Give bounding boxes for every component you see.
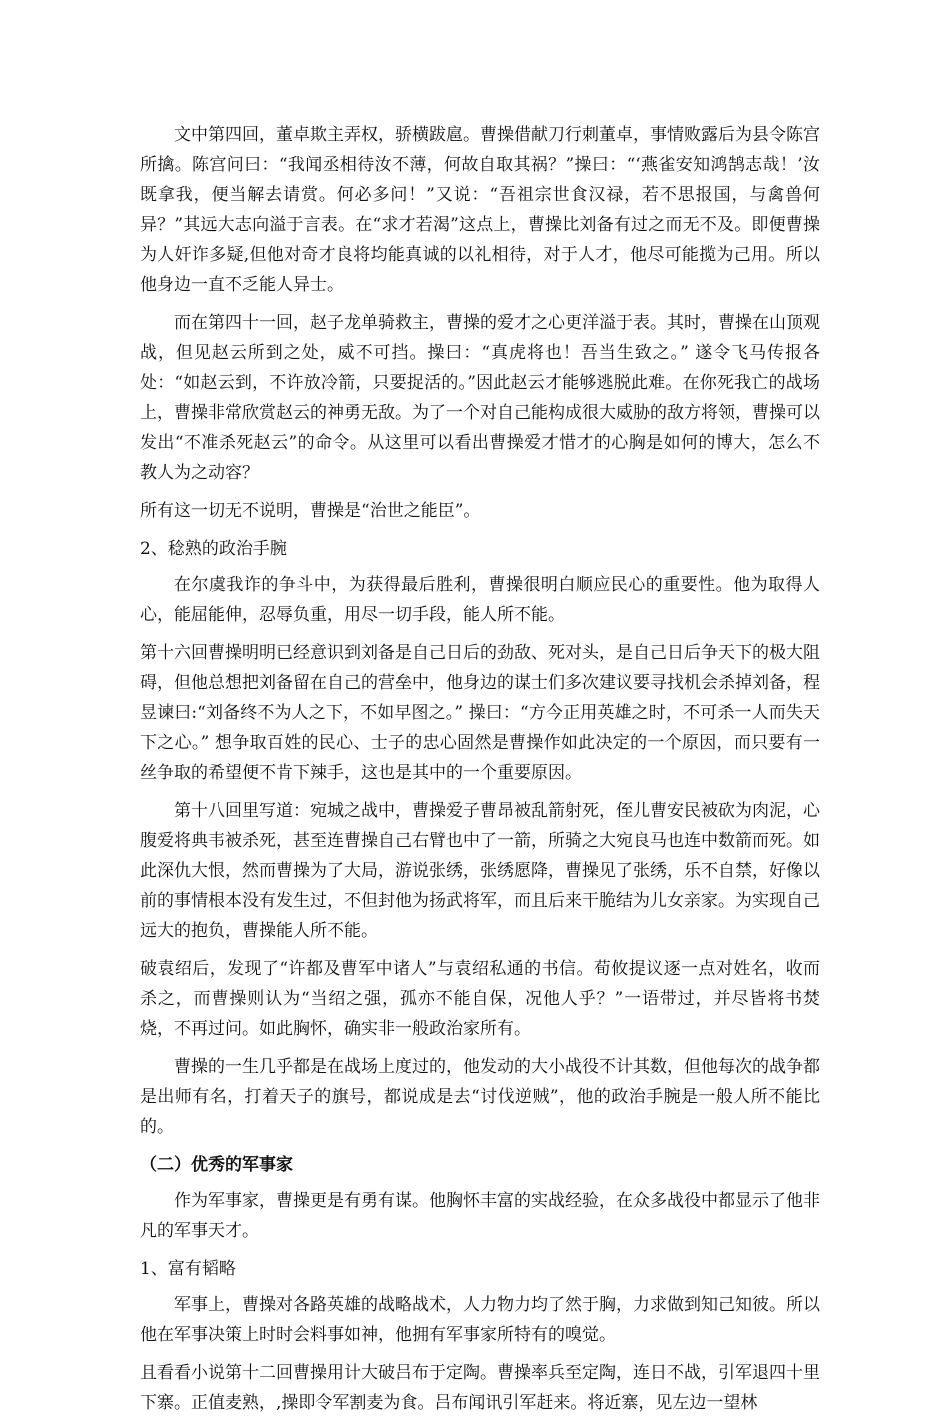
paragraph-yuan-shao-letters: 破袁绍后，发现了“许都及曹军中诸人”与袁绍私通的书信。荀攸提议逐一点对姓名，收而杀之，而曹操则认为“当绍之强，孤亦不能自保，况他人乎？”一语带过，并尽皆将书焚烧，不再过问。如此胸怀，确实非一般政治家所有。 (140, 959, 820, 1039)
paragraph-summary: 所有这一切无不说明，曹操是“治世之能臣”。 (140, 501, 481, 521)
section-title-military: （二）优秀的军事家 (140, 1155, 293, 1175)
document-page (140, 120, 820, 1426)
paragraph-popular-support: 在尔虞我诈的争斗中，为获得最后胜利，曹操很明白顺应民心的重要性。他为取得人心，能屈能伸，忍辱负重，用尽一切手段，能人所不能。 (140, 575, 820, 625)
subheading-strategy: 1、富有韬略 (140, 1259, 236, 1279)
paragraph-chapter-18: 第十八回里写道：宛城之战中，曹操爱子曹昂被乱箭射死，侄儿曹安民被砍为肉泥，心腹爱将典韦被杀死，甚至连曹操自己右臂也中了一箭，所骑之大宛良马也连中数箭而死。如此深仇大恨，然而曹操为了大局，游说张绣，张绣愿降，曹操见了张绣，乐不自禁，好像以前的事情根本没有发生过，不但封他为扬武将军，而且后来干脆结为儿女亲家。为实现自己远大的抱负，曹操能人所不能。 (140, 801, 820, 941)
paragraph-strategy: 军事上，曹操对各路英雄的战略战术，人力物力均了然于胸，力求做到知己知彼。所以他在军事决策上时时会料事如神，他拥有军事家所特有的嗅觉。 (140, 1295, 820, 1345)
paragraph-chapter-41: 而在第四十一回，赵子龙单骑救主，曹操的爱才之心更洋溢于表。其时，曹操在山顶观战，但见赵云所到之处，威不可挡。操曰：“真虎将也！吾当生致之。” 遂令飞马传报各处：“如赵云到，不许放冷箭，只要捉活的。”因此赵云才能够逃脱此难。在你死我亡的战场上，曹操非常欣赏赵云的神勇无敌。为了一个对自己能构成很大威胁的敌方将领，曹操可以发出“不准杀死赵云”的命令。从这里可以看出曹操爱才惜才的心胸是如何的博大，怎么不教人为之动容？ (140, 313, 820, 483)
paragraph-chapter-16: 第十六回曹操明明已经意识到刘备是自己日后的劲敌、死对头，是自己日后争天下的极大阻碍，但他总想把刘备留在自己的营垒中，他身边的谋士们多次建议要寻找机会杀掉刘备，程昱谏曰:“刘备终不为人之下，不如早图之。” 操曰：“方今正用英雄之时，不可杀一人而失天下之心。” 想争取百姓的民心、士子的忠心固然是曹操作如此决定的一个原因，而只要有一丝争取的希望便不肯下辣手，这也是其中的一个重要原因。 (140, 643, 820, 783)
paragraph-battles: 曹操的一生几乎都是在战场上度过的，他发动的大小战役不计其数，但他每次的战争都是出师有名，打着天子的旗号，都说成是去“讨伐逆贼”，他的政治手腕是一般人所不能比的。 (140, 1057, 820, 1137)
paragraph-chapter-12: 且看看小说第十二回曹操用计大破吕布于定陶。曹操率兵至定陶，连日不战，引军退四十里下寨。正值麦熟，,操即令军割麦为食。吕布闻讯引军赶来。将近寨，见左边一望林 (140, 1363, 820, 1413)
paragraph-chapter-4: 文中第四回，董卓欺主弄权，骄横跋扈。曹操借献刀行刺董卓，事情败露后为县令陈宫所擒。陈宫问曰：“我闻丞相待汝不薄，何故自取其祸？”操曰：“‘燕雀安知鸿鹄志哉！’汝既拿我，便当解去请赏。何必多问！”又说：“吾祖宗世食汉禄，若不思报国，与禽兽何异？”其远大志向溢于言表。在“求才若渴”这点上，曹操比刘备有过之而无不及。即便曹操为人奸诈多疑,但他对奇才良将均能真诚的以礼相待，对于人才，他尽可能揽为己用。所以他身边一直不乏能人异士。 (140, 125, 820, 295)
paragraph-military-intro: 作为军事家，曹操更是有勇有谋。他胸怀丰富的实战经验，在众多战役中都显示了他非凡的军事天才。 (140, 1191, 820, 1241)
subheading-political-skill: 2、稔熟的政治手腕 (140, 539, 287, 559)
